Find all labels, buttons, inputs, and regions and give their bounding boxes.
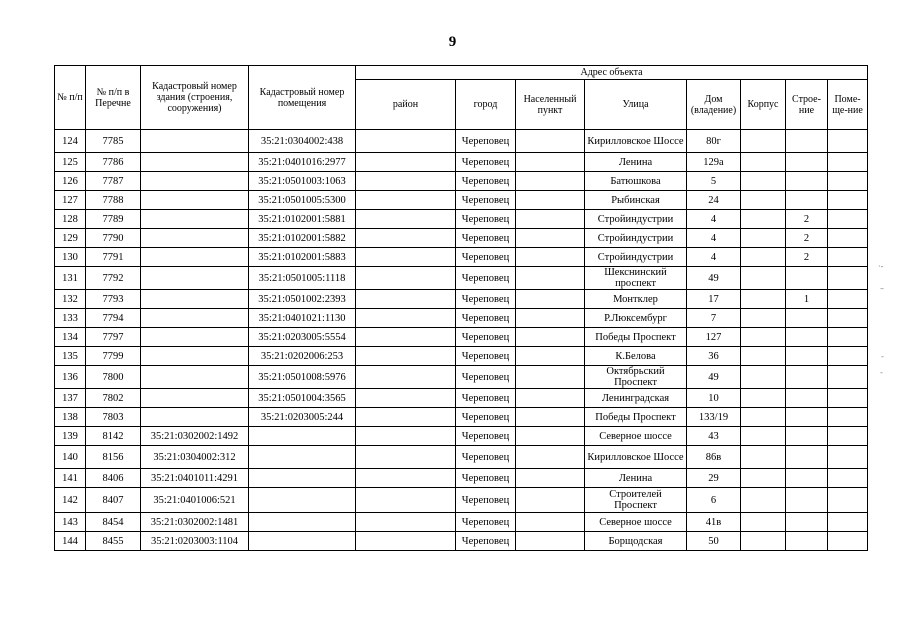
cell-district [356,446,456,469]
cell-street: Р.Люксембург [585,309,687,328]
cell-district [356,488,456,513]
cell-list-num: 8156 [86,446,141,469]
table-row [55,488,868,513]
cell-city: Череповец [456,210,516,229]
cell-building [786,366,828,389]
cell-building: 1 [786,290,828,309]
cell-city: Череповец [456,347,516,366]
header-address-group: Адрес объекта [356,66,868,80]
cell-row-num: 129 [55,229,86,248]
cell-room-cadastral: 35:21:0202006:253 [249,347,356,366]
cell-street: Батюшкова [585,172,687,191]
cell-district [356,191,456,210]
cell-korpus [741,513,786,532]
cell-street: Стройиндустрии [585,210,687,229]
cell-building [786,309,828,328]
cell-room [828,446,868,469]
cell-room-cadastral: 35:21:0501008:5976 [249,366,356,389]
cell-street: Рыбинская [585,191,687,210]
cell-building-cadastral [141,130,249,153]
cell-room-cadastral [249,427,356,446]
margin-mark: - [881,352,884,361]
cell-house: 80г [687,130,741,153]
cell-building [786,389,828,408]
cell-building [786,488,828,513]
cell-street: Октябрьский Проспект [585,366,687,389]
header-room: Поме-ще-ние [828,80,868,130]
cell-room-cadastral: 35:21:0203005:5554 [249,328,356,347]
cell-building-cadastral [141,210,249,229]
cell-room-cadastral [249,469,356,488]
cell-list-num: 7789 [86,210,141,229]
cell-district [356,210,456,229]
header-list-num: № п/п в Перечне [86,66,141,130]
cell-list-num: 7792 [86,267,141,290]
cell-row-num: 128 [55,210,86,229]
table-row [55,469,868,488]
cell-korpus [741,389,786,408]
cell-row-num: 131 [55,267,86,290]
cell-building: 2 [786,229,828,248]
header-district: район [356,80,456,130]
cell-room [828,347,868,366]
table-row [55,366,868,389]
cell-room-cadastral [249,513,356,532]
cell-settlement [516,290,585,309]
table-row [55,328,868,347]
cell-list-num: 7794 [86,309,141,328]
cell-korpus [741,191,786,210]
cell-korpus [741,328,786,347]
cell-district [356,366,456,389]
cell-room-cadastral: 35:21:0102001:5882 [249,229,356,248]
cell-district [356,267,456,290]
cell-settlement [516,488,585,513]
cell-house: 17 [687,290,741,309]
cell-house: 49 [687,366,741,389]
cell-list-num: 7800 [86,366,141,389]
header-street: Улица [585,80,687,130]
cell-district [356,408,456,427]
cell-district [356,532,456,551]
cell-room [828,248,868,267]
cell-building-cadastral [141,328,249,347]
cell-house: 133/19 [687,408,741,427]
cell-street: Шекснинский проспект [585,267,687,290]
cell-korpus [741,309,786,328]
cell-city: Череповец [456,469,516,488]
cell-row-num: 138 [55,408,86,427]
cell-room-cadastral: 35:21:0102001:5883 [249,248,356,267]
cell-building [786,328,828,347]
cell-building-cadastral [141,191,249,210]
header-num: № п/п [55,66,86,130]
cell-district [356,328,456,347]
cell-row-num: 144 [55,532,86,551]
cell-settlement [516,309,585,328]
cell-korpus [741,347,786,366]
cell-row-num: 130 [55,248,86,267]
cell-row-num: 139 [55,427,86,446]
cell-city: Череповец [456,191,516,210]
cell-row-num: 133 [55,309,86,328]
cell-row-num: 126 [55,172,86,191]
header-korpus: Корпус [741,80,786,130]
cell-district [356,469,456,488]
cell-settlement [516,191,585,210]
cell-building-cadastral [141,290,249,309]
cell-district [356,427,456,446]
cell-list-num: 7790 [86,229,141,248]
cell-building-cadastral: 35:21:0304002:312 [141,446,249,469]
cell-korpus [741,427,786,446]
cell-street: Борщодская [585,532,687,551]
header-city: город [456,80,516,130]
cell-settlement [516,366,585,389]
cell-room [828,513,868,532]
cell-row-num: 143 [55,513,86,532]
table-row [55,513,868,532]
cell-korpus [741,408,786,427]
cell-street: Ленина [585,153,687,172]
table-body [55,130,868,551]
cell-room-cadastral: 35:21:0203005:244 [249,408,356,427]
cell-row-num: 136 [55,366,86,389]
cell-room-cadastral: 35:21:0501004:3565 [249,389,356,408]
cell-building: 2 [786,248,828,267]
cell-house: 4 [687,229,741,248]
cell-house: 6 [687,488,741,513]
cell-korpus [741,172,786,191]
table-row [55,172,868,191]
cell-city: Череповец [456,309,516,328]
cell-house: 4 [687,248,741,267]
cell-list-num: 7793 [86,290,141,309]
cell-city: Череповец [456,229,516,248]
table-row [55,191,868,210]
cell-building-cadastral [141,389,249,408]
cell-building [786,172,828,191]
cell-list-num: 8406 [86,469,141,488]
cell-district [356,513,456,532]
cell-street: Победы Проспект [585,408,687,427]
cell-district [356,248,456,267]
cell-settlement [516,248,585,267]
cell-house: 129а [687,153,741,172]
cell-district [356,153,456,172]
cell-list-num: 8454 [86,513,141,532]
cell-room [828,328,868,347]
cell-settlement [516,267,585,290]
cell-building [786,513,828,532]
table-row [55,427,868,446]
cell-room [828,309,868,328]
cell-room-cadastral: 35:21:0501003:1063 [249,172,356,191]
cell-building [786,408,828,427]
cell-row-num: 134 [55,328,86,347]
cell-district [356,229,456,248]
cell-room-cadastral: 35:21:0501005:5300 [249,191,356,210]
cell-building [786,130,828,153]
margin-mark: - [880,368,883,377]
cell-house: 86в [687,446,741,469]
cell-room [828,408,868,427]
cell-row-num: 125 [55,153,86,172]
cell-settlement [516,532,585,551]
cell-city: Череповец [456,366,516,389]
table-row [55,347,868,366]
cell-settlement [516,229,585,248]
registry-table [54,65,868,551]
cell-city: Череповец [456,153,516,172]
cell-settlement [516,210,585,229]
cell-row-num: 140 [55,446,86,469]
cell-room [828,290,868,309]
cell-room [828,366,868,389]
cell-room [828,191,868,210]
cell-building-cadastral [141,172,249,191]
cell-city: Череповец [456,408,516,427]
cell-city: Череповец [456,513,516,532]
cell-street: Монтклер [585,290,687,309]
cell-room-cadastral [249,532,356,551]
cell-street: Ленинградская [585,389,687,408]
cell-room [828,172,868,191]
cell-building-cadastral [141,347,249,366]
cell-room-cadastral [249,446,356,469]
table-row [55,130,868,153]
cell-street: Стройиндустрии [585,229,687,248]
page-number: 9 [448,34,457,50]
cell-building-cadastral: 35:21:0203003:1104 [141,532,249,551]
cell-list-num: 7786 [86,153,141,172]
cell-building-cadastral [141,309,249,328]
header-building-cadastral: Кадастровый номер здания (строения, сооружения) [141,66,249,130]
cell-building [786,153,828,172]
header-building: Строе-ние [786,80,828,130]
cell-house: 36 [687,347,741,366]
cell-city: Череповец [456,172,516,191]
table-row [55,248,868,267]
cell-district [356,309,456,328]
cell-settlement [516,469,585,488]
cell-room [828,469,868,488]
cell-city: Череповец [456,328,516,347]
cell-list-num: 7802 [86,389,141,408]
cell-row-num: 137 [55,389,86,408]
cell-room-cadastral [249,488,356,513]
table-row [55,290,868,309]
table-row [55,532,868,551]
cell-building-cadastral [141,366,249,389]
cell-row-num: 124 [55,130,86,153]
cell-building-cadastral [141,267,249,290]
cell-house: 7 [687,309,741,328]
cell-district [356,290,456,309]
cell-city: Череповец [456,446,516,469]
cell-settlement [516,153,585,172]
cell-room [828,130,868,153]
cell-room [828,389,868,408]
cell-city: Череповец [456,267,516,290]
cell-building-cadastral: 35:21:0302002:1492 [141,427,249,446]
cell-building-cadastral [141,153,249,172]
cell-korpus [741,469,786,488]
header-settlement: Населенный пункт [516,80,585,130]
cell-building [786,191,828,210]
cell-building-cadastral: 35:21:0401011:4291 [141,469,249,488]
cell-settlement [516,328,585,347]
cell-city: Череповец [456,427,516,446]
header-house: Дом (владение) [687,80,741,130]
cell-settlement [516,389,585,408]
cell-street: Стройиндустрии [585,248,687,267]
cell-building-cadastral [141,229,249,248]
cell-korpus [741,153,786,172]
cell-house: 24 [687,191,741,210]
margin-mark: – [880,284,884,293]
table-row [55,309,868,328]
cell-city: Череповец [456,532,516,551]
cell-city: Череповец [456,248,516,267]
cell-street: К.Белова [585,347,687,366]
header-room-cadastral: Кадастровый номер помещения [249,66,356,130]
table-row [55,446,868,469]
cell-room [828,488,868,513]
table-row [55,153,868,172]
cell-city: Череповец [456,389,516,408]
cell-building [786,446,828,469]
cell-house: 127 [687,328,741,347]
cell-district [356,347,456,366]
cell-room [828,210,868,229]
cell-row-num: 132 [55,290,86,309]
cell-room [828,267,868,290]
cell-settlement [516,446,585,469]
cell-room-cadastral: 35:21:0501005:1118 [249,267,356,290]
cell-house: 4 [687,210,741,229]
cell-city: Череповец [456,488,516,513]
cell-building [786,427,828,446]
cell-room [828,427,868,446]
cell-list-num: 8455 [86,532,141,551]
cell-korpus [741,210,786,229]
cell-room-cadastral: 35:21:0401021:1130 [249,309,356,328]
cell-room-cadastral: 35:21:0401016:2977 [249,153,356,172]
table-row [55,267,868,290]
cell-list-num: 8142 [86,427,141,446]
cell-building [786,532,828,551]
cell-room [828,532,868,551]
cell-row-num: 142 [55,488,86,513]
cell-street: Северное шоссе [585,427,687,446]
cell-building [786,347,828,366]
cell-building-cadastral: 35:21:0401006:521 [141,488,249,513]
cell-building-cadastral [141,248,249,267]
cell-street: Северное шоссе [585,513,687,532]
cell-korpus [741,290,786,309]
cell-street: Строителей Проспект [585,488,687,513]
cell-korpus [741,532,786,551]
cell-room-cadastral: 35:21:0102001:5881 [249,210,356,229]
cell-list-num: 7791 [86,248,141,267]
cell-korpus [741,488,786,513]
cell-street: Победы Проспект [585,328,687,347]
cell-settlement [516,130,585,153]
cell-settlement [516,513,585,532]
cell-building-cadastral [141,408,249,427]
cell-settlement [516,172,585,191]
cell-settlement [516,347,585,366]
cell-house: 29 [687,469,741,488]
cell-building: 2 [786,210,828,229]
cell-list-num: 8407 [86,488,141,513]
cell-list-num: 7787 [86,172,141,191]
table-row [55,210,868,229]
cell-house: 50 [687,532,741,551]
cell-list-num: 7799 [86,347,141,366]
cell-list-num: 7803 [86,408,141,427]
cell-list-num: 7797 [86,328,141,347]
cell-korpus [741,248,786,267]
table-row [55,389,868,408]
cell-city: Череповец [456,130,516,153]
table-header [55,66,868,130]
cell-house: 10 [687,389,741,408]
cell-room [828,229,868,248]
cell-row-num: 127 [55,191,86,210]
cell-list-num: 7788 [86,191,141,210]
cell-house: 5 [687,172,741,191]
cell-house: 49 [687,267,741,290]
cell-korpus [741,366,786,389]
cell-district [356,172,456,191]
cell-list-num: 7785 [86,130,141,153]
cell-settlement [516,408,585,427]
cell-korpus [741,446,786,469]
cell-house: 41в [687,513,741,532]
cell-korpus [741,229,786,248]
cell-building [786,469,828,488]
cell-room-cadastral: 35:21:0304002:438 [249,130,356,153]
cell-street: Ленина [585,469,687,488]
cell-settlement [516,427,585,446]
cell-korpus [741,267,786,290]
cell-city: Череповец [456,290,516,309]
margin-mark: ·- [878,262,884,271]
cell-house: 43 [687,427,741,446]
cell-district [356,130,456,153]
table-row [55,408,868,427]
cell-building-cadastral: 35:21:0302002:1481 [141,513,249,532]
table-row [55,229,868,248]
cell-street: Кирилловское Шоссе [585,130,687,153]
cell-room [828,153,868,172]
cell-district [356,389,456,408]
cell-room-cadastral: 35:21:0501002:2393 [249,290,356,309]
cell-street: Кирилловское Шоссе [585,446,687,469]
cell-row-num: 135 [55,347,86,366]
cell-korpus [741,130,786,153]
cell-building [786,267,828,290]
cell-row-num: 141 [55,469,86,488]
